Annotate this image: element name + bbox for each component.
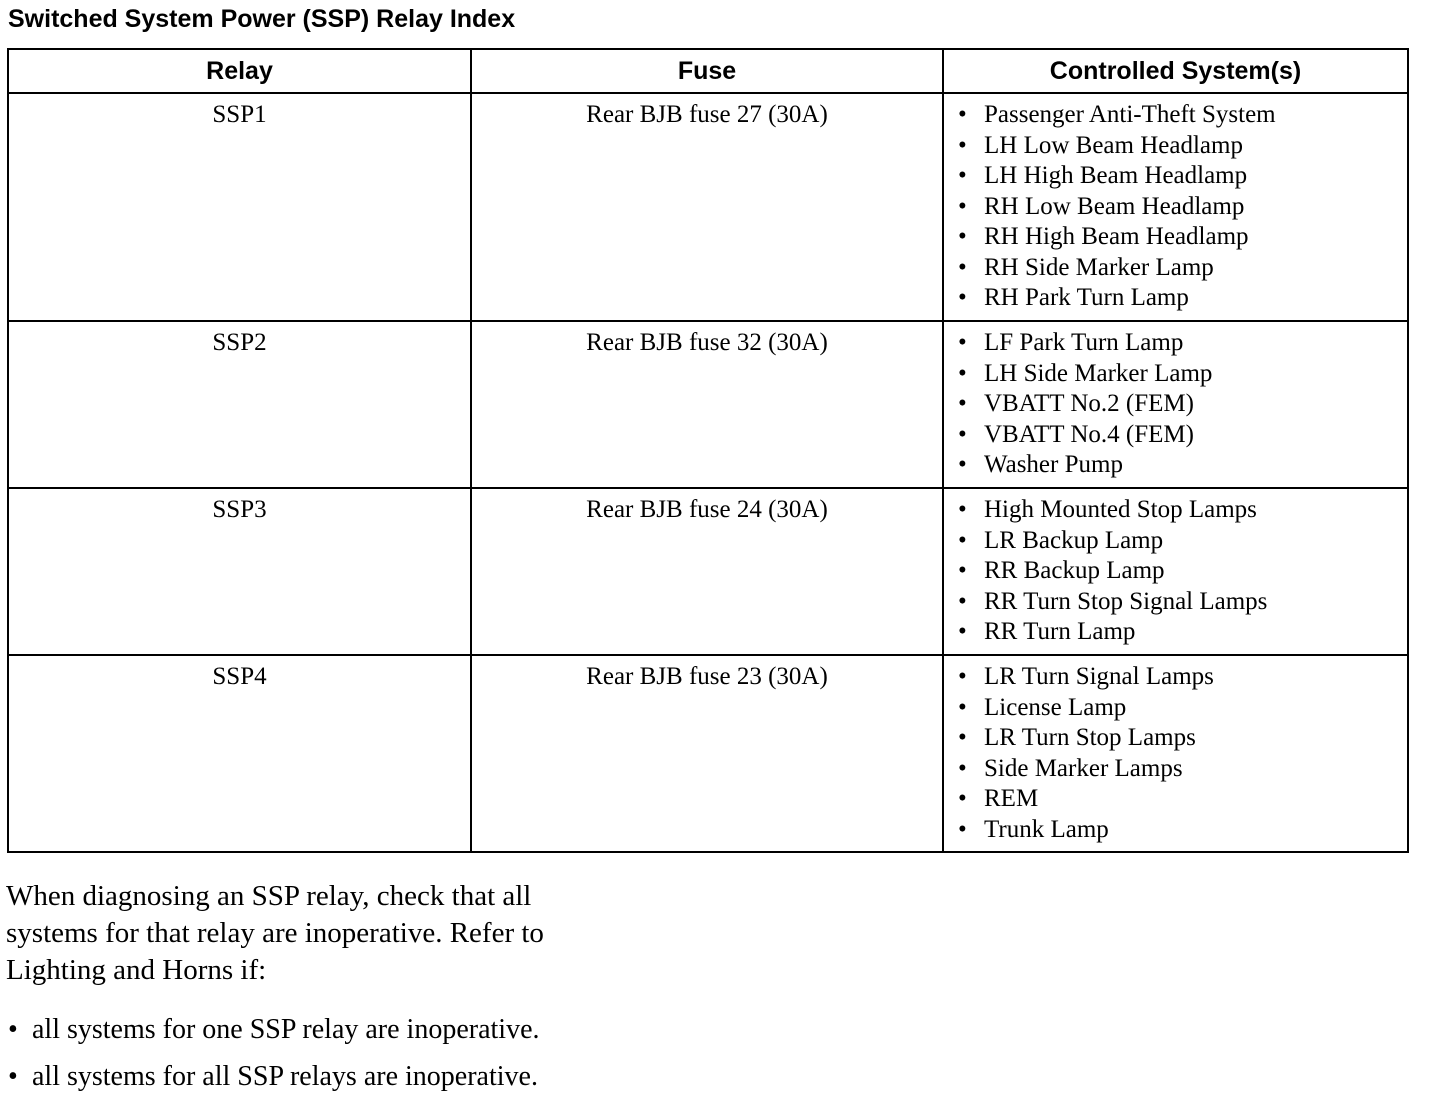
relay-cell: SSP1	[8, 93, 471, 321]
list-item: • LR Turn Signal Lamps	[958, 662, 1407, 693]
header-relay: Relay	[8, 49, 471, 93]
fuse-cell: Rear BJB fuse 27 (30A)	[471, 93, 943, 321]
header-controlled-systems: Controlled System(s)	[943, 49, 1408, 93]
systems-cell	[943, 93, 1408, 321]
list-item: • RH Low Beam Headlamp	[958, 192, 1407, 223]
systems-list	[958, 100, 1407, 314]
fuse-cell: Rear BJB fuse 23 (30A)	[471, 655, 943, 852]
relay-cell: SSP2	[8, 321, 471, 488]
list-item: • Trunk Lamp	[958, 815, 1407, 846]
systems-list	[958, 495, 1407, 648]
diagnosis-note: When diagnosing an SSP relay, check that all systems for that relay are inoperative. Refer to Lighting and Horns if:	[6, 880, 544, 986]
list-item: • RH High Beam Headlamp	[958, 222, 1407, 253]
systems-cell	[943, 321, 1408, 488]
systems-cell	[943, 655, 1408, 852]
list-item: • LF Park Turn Lamp	[958, 328, 1407, 359]
systems-list	[958, 662, 1407, 845]
page-title: Switched System Power (SSP) Relay Index	[8, 5, 516, 33]
list-item: • VBATT No.4 (FEM)	[958, 420, 1407, 451]
list-item: • RH Park Turn Lamp	[958, 283, 1407, 314]
table-row	[8, 321, 1408, 488]
fuse-cell: Rear BJB fuse 24 (30A)	[471, 488, 943, 655]
systems-cell	[943, 488, 1408, 655]
list-item: • License Lamp	[958, 693, 1407, 724]
table-row	[8, 488, 1408, 655]
table-row	[8, 655, 1408, 852]
list-item: • LH High Beam Headlamp	[958, 161, 1407, 192]
conditions-list	[6, 1006, 540, 1100]
fuse-cell: Rear BJB fuse 32 (30A)	[471, 321, 943, 488]
list-item: • Passenger Anti-Theft System	[958, 100, 1407, 131]
relay-index-table	[7, 48, 1409, 853]
list-item: • Side Marker Lamps	[958, 754, 1407, 785]
list-item: • RH Side Marker Lamp	[958, 253, 1407, 284]
list-item: • VBATT No.2 (FEM)	[958, 389, 1407, 420]
list-item: • LR Turn Stop Lamps	[958, 723, 1407, 754]
relay-cell: SSP3	[8, 488, 471, 655]
table-row	[8, 93, 1408, 321]
list-item: • RR Turn Stop Signal Lamps	[958, 587, 1407, 618]
list-item: • Washer Pump	[958, 450, 1407, 481]
list-item: • LH Side Marker Lamp	[958, 359, 1407, 390]
table-header-row	[8, 49, 1408, 93]
relay-cell: SSP4	[8, 655, 471, 852]
list-item: • LR Backup Lamp	[958, 526, 1407, 557]
list-item: • all systems for one SSP relay are inoperative.	[6, 1006, 540, 1053]
systems-list	[958, 328, 1407, 481]
list-item: • RR Turn Lamp	[958, 617, 1407, 648]
list-item: • RR Backup Lamp	[958, 556, 1407, 587]
list-item: • all systems for all SSP relays are inoperative.	[6, 1053, 540, 1100]
list-item: • LH Low Beam Headlamp	[958, 131, 1407, 162]
header-fuse: Fuse	[471, 49, 943, 93]
list-item: • REM	[958, 784, 1407, 815]
list-item: • High Mounted Stop Lamps	[958, 495, 1407, 526]
